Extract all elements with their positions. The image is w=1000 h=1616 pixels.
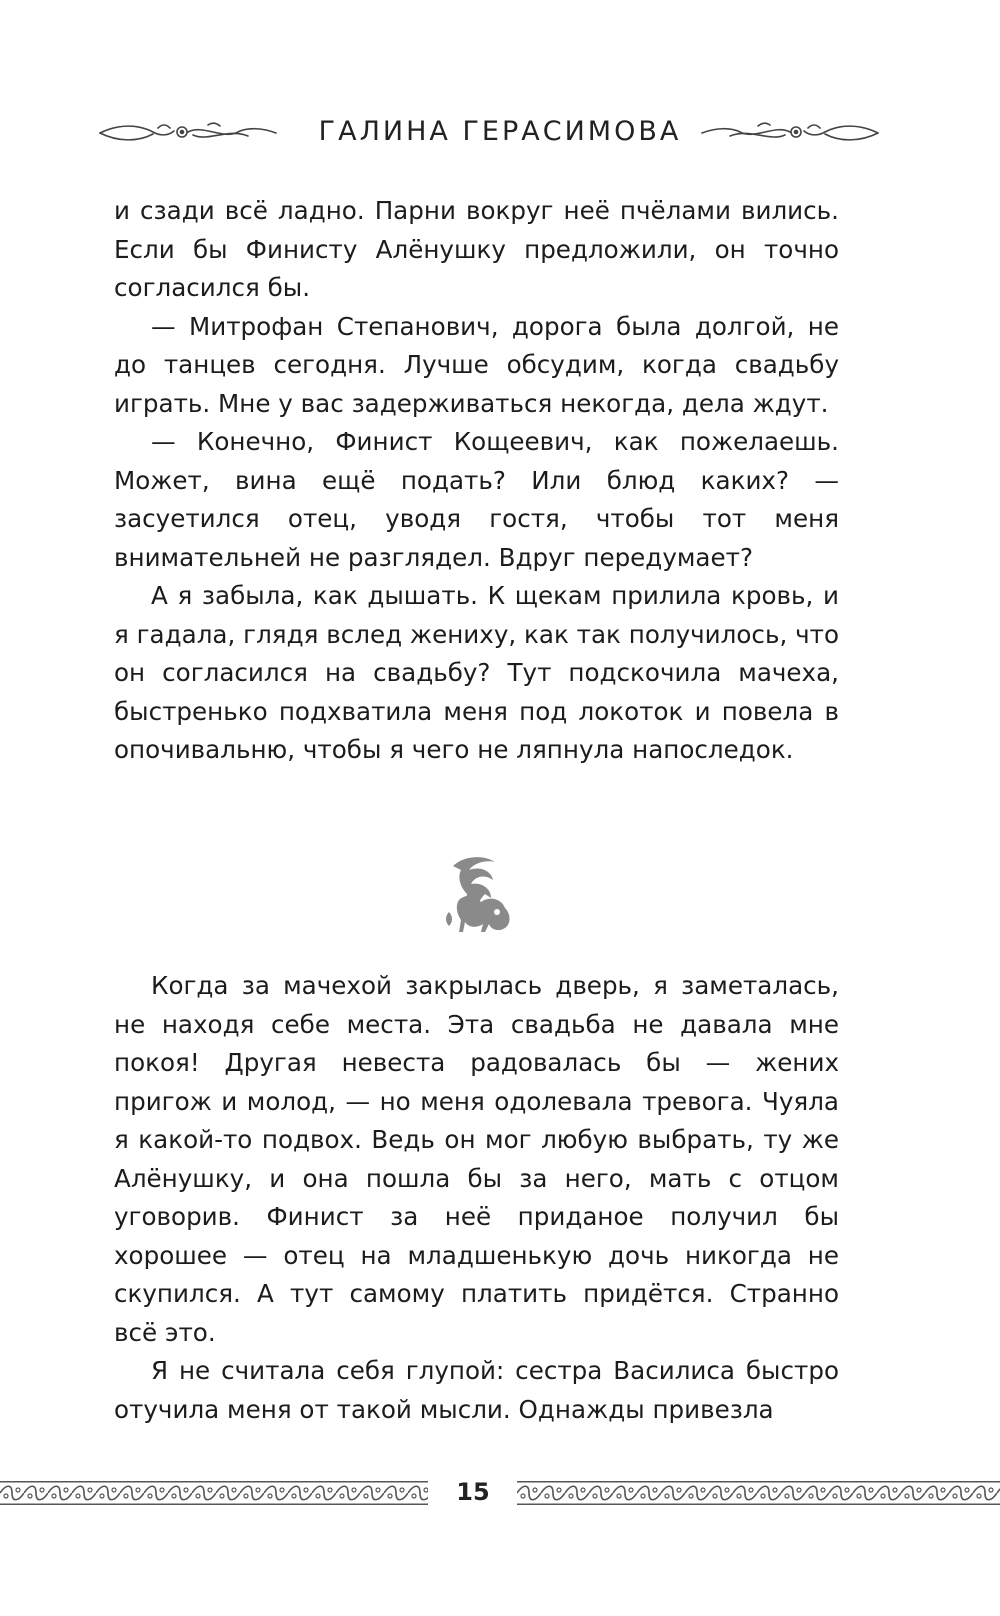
flourish-ornament-icon [700,120,880,146]
paragraph: и сзади всё ладно. Парни вокруг неё пчёлами вились. Если бы Финисту Алёнушку предложили, он точно согласился бы. [114,196,839,302]
text-block-2 [114,967,839,1429]
running-header [0,110,1000,160]
book-author-title: ГАЛИНА ГЕРАСИМОВА [318,116,682,147]
paragraph: А я забыла, как дышать. К щекам прилила кровь, и я гадала, глядя вслед жениху, как так получилось, что он согласился на свадьбу? Тут подскочила мачеха, быстренько подхватила меня под локоток и повела в опочивальню, чтобы я чего не ляпнула напоследок. [114,581,839,764]
scroll-border-ornament-icon [517,1480,1000,1506]
page-number: 15 [456,1478,490,1506]
paragraph: Я не считала себя глупой: сестра Василиса быстро отучила меня от такой мысли. Однажды привезла [114,1356,839,1424]
page-footer [0,1472,1000,1516]
paragraph: — Митрофан Степанович, дорога была долгой, не до танцев сегодня. Лучше обсудим, когда свадьбу играть. Мне у вас задерживаться некогда, дела ждут. [114,311,839,418]
paragraph: Когда за мачехой закрылась дверь, я заметалась, не находя себе места. Эта свадьба не давала мне покоя! Другая невеста радовалась бы — жених пригож и молод, — но меня одолевала тревога. Чуяла я какой-то подвох. Ведь он мог любую выбрать, ту же Алёнушку, и она пошла бы за него, мать с отцом уговорив. Финист за неё приданое получил бы хорошее — отец на младшенькую дочь никогда не скупился. А тут самому платить придётся. Странно всё это. [114,971,839,1347]
scroll-border-ornament-icon [0,1480,428,1506]
text-block-1 [114,192,839,770]
dragon-vignette-icon [435,848,525,938]
paragraph: — Конечно, Финист Кощеевич, как пожелаешь. Может, вина ещё подать? Или блюд каких? — засуетился отец, уводя гостя, чтобы тот меня внимательней не разглядел. Вдруг передумает? [114,427,839,572]
